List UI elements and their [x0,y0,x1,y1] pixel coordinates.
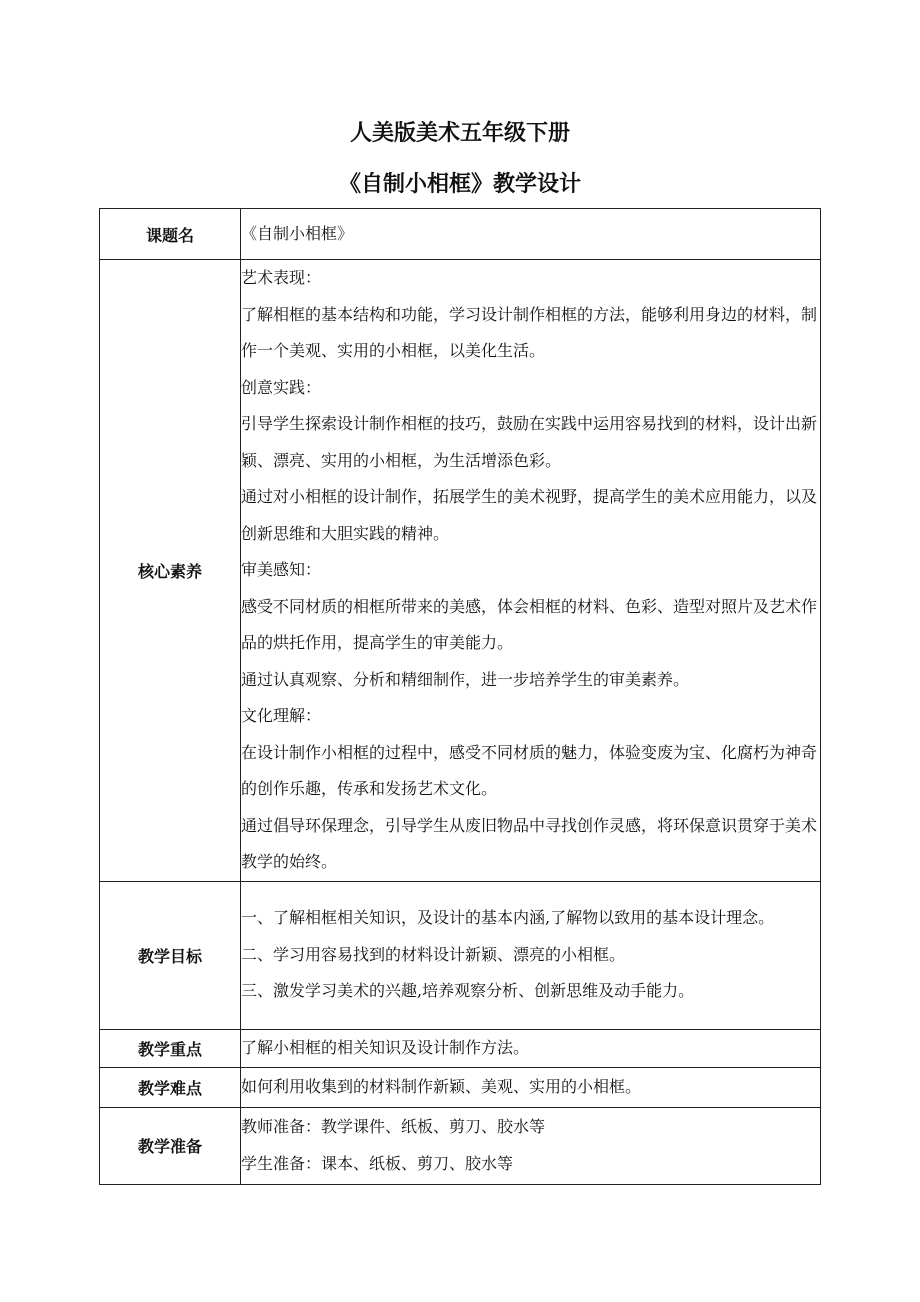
key-points-label: 教学重点 [100,1029,241,1067]
difficulties-value: 如何利用收集到的材料制作新颖、美观、实用的小相框。 [241,1067,821,1107]
topic-value: 《自制小相框》 [241,209,821,260]
core-literacy-label: 核心素养 [100,260,241,882]
core-literacy-paragraph: 在设计制作小相框的过程中，感受不同材质的魅力，体验变废为宝、化腐朽为神奇的创作乐趣，传承和发扬艺术文化。 [241,742,818,798]
core-literacy-paragraph: 引导学生探索设计制作相框的技巧，鼓励在实践中运用容易找到的材料，设计出新颖、漂亮、实用的小相框，为生活增添色彩。 [241,414,818,470]
core-literacy-paragraph: 创意实践： [241,377,322,397]
preparation-item: 教师准备：教学课件、纸板、剪刀、胶水等 [241,1117,546,1136]
preparation-label: 教学准备 [100,1107,241,1184]
table-row-preparation [100,1107,821,1184]
objective-item: 三、激发学习美术的兴趣,培养观察分析、创新思维及动手能力。 [241,981,695,1001]
preparation-content [241,1107,821,1184]
core-literacy-paragraph: 通过认真观察、分析和精细制作，进一步培养学生的审美素养。 [241,669,690,689]
core-literacy-paragraph: 感受不同材质的相框所带来的美感，体会相框的材料、色彩、造型对照片及艺术作品的烘托作用，提高学生的审美能力。 [241,596,818,652]
document-title: 人美版美术五年级下册 [349,121,570,146]
table-row-difficulties [100,1067,821,1107]
difficulties-label: 教学难点 [100,1067,241,1107]
core-literacy-paragraph: 了解相框的基本结构和功能，学习设计制作相框的方法，能够利用身边的材料，制作一个美观、实用的小相框，以美化生活。 [241,304,818,360]
core-literacy-paragraph: 通过倡导环保理念，引导学生从废旧物品中寻找创作灵感，将环保意识贯穿于美术教学的始终。 [241,815,818,871]
objective-item: 二、学习用容易找到的材料设计新颖、漂亮的小相框。 [241,944,626,964]
objective-item: 一、了解相框相关知识，及设计的基本内涵,了解物以致用的基本设计理念。 [241,908,775,928]
core-literacy-content [241,260,821,882]
key-points-value: 了解小相框的相关知识及设计制作方法。 [241,1029,821,1067]
core-literacy-paragraph: 通过对小相框的设计制作，拓展学生的美术视野，提高学生的美术应用能力，以及创新思维和大胆实践的精神。 [241,487,818,543]
objectives-label: 教学目标 [100,881,241,1029]
core-literacy-paragraph: 艺术表现： [241,268,322,287]
core-literacy-paragraph: 审美感知： [241,560,322,579]
table-row-key-points [100,1029,821,1067]
preparation-item: 学生准备：课本、纸板、剪刀、胶水等 [241,1153,514,1173]
table-row-topic [100,209,821,260]
core-literacy-paragraph: 文化理解： [241,706,322,725]
objectives-content [241,881,821,1029]
lesson-plan-table [99,208,821,1185]
table-row-objectives [100,881,821,1029]
document-subtitle: 《自制小相框》教学设计 [338,172,581,197]
table-row-core-literacy [100,260,821,882]
topic-label: 课题名 [100,209,241,260]
